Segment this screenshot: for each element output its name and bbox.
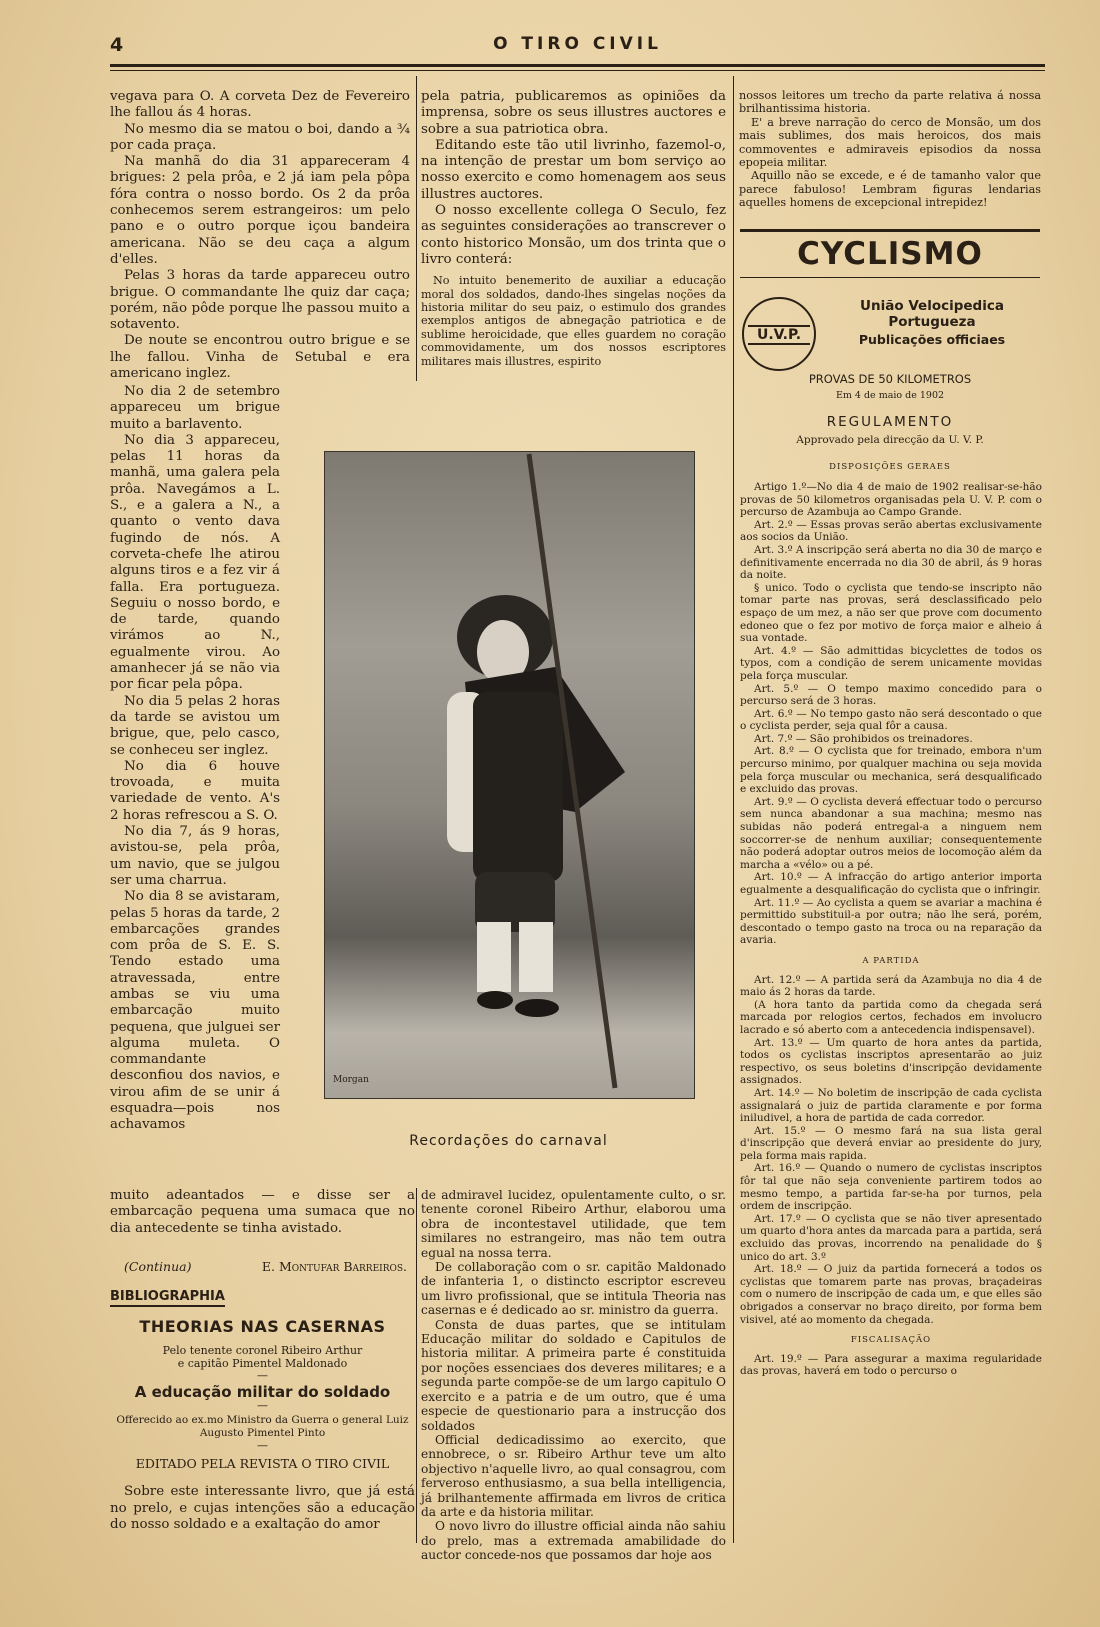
paragraph: No dia 2 de setembro appareceu um brigue muito a barlavento. (110, 384, 280, 432)
column-rule (733, 1188, 734, 1543)
book-title: THEORIAS NAS CASERNAS (139, 1317, 386, 1337)
article: Art. 2.º — Essas provas serão abertas exclusivamente aos socios da União. (740, 518, 1042, 544)
masthead: O TIRO CIVIL (493, 34, 662, 54)
section-rule (740, 277, 1040, 278)
child-figure-illustration (325, 452, 694, 1098)
paragraph: De collaboração com o sr. capitão Maldonado de infanteria 1, o distincto escriptor escreveu um livro profissional, que se intitula Theoria nas casernas e é dedicado ao sr. ministro da guerra. (421, 1260, 726, 1318)
article: Art. 15.º — O mesmo fará na sua lista geral d'inscripção que deverá enviar ao presidente do jury, pela forma mais rapida. (740, 1124, 1042, 1162)
paragraph: No dia 6 houve trovoada, e muita variedade de vento. A's 2 horas refrescou a S. O. (110, 758, 280, 823)
regulamento-title: REGULAMENTO (826, 414, 954, 430)
photo-signature: Morgan (333, 1075, 369, 1085)
article: Art. 17.º — O cyclista que se não tiver apresentado um quarto d'hora antes da marcada para a partida, será excluido das provas, incorrendo na penalidade do § unico do art. 3.º (740, 1212, 1042, 1263)
publications-label: Publicações officiaes (858, 332, 1006, 347)
paragraph: Editando este tão util livrinho, fazemol-o, na intenção de prestar um bom serviço ao nosso exercito e como homenagem aos seus illustres auctores. (421, 137, 726, 202)
middle-column-top (421, 89, 726, 368)
paragraph: Official dedicadissimo ao exercito, que ennobrece, o sr. Ribeiro Arthur teve um alto objectivo n'aquelle livro, ao qual consagrou, com ferveroso enthusiasmo, a sua bella intelligencia, já brilhantemente affirmada em livros de critica da arte e da historia militar. (421, 1432, 726, 1519)
uvp-logo (742, 297, 816, 371)
article: Art. 19.º — Para assegurar a maxima regularidade das provas, haverá em todo o percurso o (740, 1352, 1042, 1378)
org-name: União Velocipedica Portugueza (860, 298, 1004, 330)
article: Art. 10.º — A infracção do artigo anterior importa egualmente a desqualificação do cyclista que o infringir. (740, 871, 1042, 896)
article: Artigo 1.º—No dia 4 de maio de 1902 realisar-se-hão provas de 50 kilometros organisadas pela U. V. P. com o percurso de Azambuja ao Campo Grande. (740, 481, 1042, 519)
paragraph: nossos leitores um trecho da parte relativa á nossa brilhantissima historia. (739, 89, 1041, 116)
book-offered: Offerecido ao ex.mo Ministro da Guerra o general Luiz Augusto Pimentel Pinto (116, 1414, 409, 1440)
column-rule (733, 76, 734, 381)
book-authors-2: e capitão Pimentel Maldonado (177, 1356, 348, 1370)
paragraph: De noute se encontrou outro brigue e se lhe fallou. Vinha de Setubal e era americano inglez. (110, 333, 410, 382)
page-header (110, 34, 1045, 58)
paragraph: Sobre este interessante livro, que já está no prelo, e cujas intenções são a educação do nosso soldado e a exaltação do amor (110, 1484, 415, 1532)
paragraph: pela patria, publicaremos as opiniões da imprensa, sobre os seus illustres auctores e sobre a sua patriotica obra. (421, 89, 726, 137)
photo-caption: Recordações do carnaval (409, 1133, 608, 1149)
article: Art. 5.º — O tempo maximo concedido para o percurso será de 3 horas. (740, 682, 1042, 708)
paragraph: No dia 5 pelas 2 horas da tarde se avistou um brigue, que, pelo casco, se conheceu ser inglez. (110, 693, 280, 758)
article: § unico. Todo o cyclista que tendo-se inscripto não tomar parte nas provas, será desclassificado pelo espaço de um mez, a não ser que prove com documento edoneo que o fez por motivo de força maior e alheio á sua vontade. (740, 581, 1042, 645)
paragraph: Aquillo não se excede, e é de tamanho valor que parece fabuloso! Lembram figuras lendarias aquelles homens de excepcional intrepidez! (739, 169, 1041, 210)
article: Art. 18.º — O juiz da partida fornecerá a todos os cyclistas que tomarem parte nas provas, braçadeiras com o numero de inscripção de cada um, e que elles são obrigados a conservar no braço direito, por forma bem visivel, até ao momento da chegada. (740, 1263, 1042, 1326)
paragraph: No dia 8 se avistaram, pelas 5 horas da tarde, 2 embarcações grandes com prôa de S. E. S. Tendo estado uma atravessada, entre ambas se viu uma embarcação muito pequena, que julguei ser alguma muleta. O commandante desconfiou dos navios, e virou afim de se unir á esquadra—pois nos achavamos (110, 889, 280, 1133)
cyclismo-heading: CYCLISMO (797, 236, 983, 272)
article: Art. 9.º — O cyclista deverá effectuar todo o percurso sem nunca abandonar a sua machina; mesmo nas subidas não poderá entregal-a a ninguem nem soccorrer-se de nenhum auxiliar; consequentemente não poderá adoptar outros meios de locomoção além da marcha a «vélo» ou a pé. (740, 795, 1042, 871)
paragraph: No dia 7, ás 9 horas, avistou-se, pela prôa, um navio, que se julgou ser uma charrua. (110, 824, 280, 888)
paragraph: de admiravel lucidez, opulentamente culto, o sr. tenente coronel Ribeiro Arthur, elaborou uma obra de incontestavel utilidade, que tem similares no estrangeiro, mas não tem outra egual na nossa terra. (421, 1188, 726, 1260)
approved-label: Approvado pela direcção da U. V. P. (796, 434, 984, 446)
article: Art. 14.º — No boletim de inscripção de cada cyclista assignalará o juiz de partida claramente e por forma iniludivel, a hora de partida de cada corredor. (740, 1086, 1042, 1125)
section-rule (740, 229, 1040, 232)
page-number: 4 (110, 34, 124, 56)
paragraph: Pelas 3 horas da tarde appareceu outro brigue. O commandante lhe quiz dar caça; porém, não pôde porque lhe passou muito a sotavento. (110, 268, 410, 333)
left-column-bottom: muito adeantados — e disse ser a embarcação pequena uma sumaca que no dia antecedente se tinha avistado. (Continua) E. Montufar Barreiros. BIBLIOGRAPHIA THEORIAS NAS CASERNAS Pelo tenente coronel Ribeiro Arthur e capitão Pimentel Maldonado — A educação militar do soldado — Offerecido ao ex.mo Ministro da Guerra o general Luiz Augusto Pimentel Pinto — EDITADO PELA REVISTA O TIRO CIVIL Sobre este interessante livro, que já está no prelo, e cujas intenções são a educação do nosso soldado e a exaltação do amor (110, 1188, 415, 1532)
paragraph: No mesmo dia se matou o boi, dando a ¾ por cada praça. (110, 121, 410, 153)
article: Art. 11.º — Ao cyclista a quem se avariar a machina é permittido substituil-a por outra; não lhe será, porém, descontado o tempo gasto na troca ou na reparação da avaria. (740, 896, 1042, 947)
column-rule (416, 76, 417, 381)
left-column-narrow (110, 384, 280, 1134)
paragraph: E' a breve narração do cerco de Monsão, um dos mais sublimes, dos mais heroicos, dos mais commoventes e admiraveis episodios da nossa epopeia militar. (739, 115, 1041, 170)
paragraph: O nosso excellente collega O Seculo, fez as seguintes considerações ao transcrever o conto historico Monsão, um dos trinta que o livro conterá: (421, 203, 726, 267)
left-column-top (110, 89, 410, 382)
article: Art. 6.º — No tempo gasto não será descontado o que o cyclista perder, seja qual fôr a causa. (740, 707, 1042, 733)
signature-row (110, 1259, 415, 1275)
article: Art. 13.º — Um quarto de hora antes da partida, todos os cyclistas inscriptos apresentarão ao juiz respectivo, os seus boletins d'inscripção devidamente assignados. (740, 1036, 1042, 1087)
paragraph: O novo livro do illustre official ainda não sahiu do prelo, mas a extremada amabilidade do auctor concede-nos que possamos dar hoje aos (421, 1519, 726, 1563)
column-rule (733, 381, 734, 1188)
carnival-photo (324, 451, 695, 1099)
article: Art. 12.º — A partida será da Azambuja no dia 4 de maio ás 2 horas da tarde. (740, 973, 1042, 999)
quoted-excerpt (421, 274, 726, 368)
column-rule (416, 1188, 417, 1543)
regulation-articles-part1 (740, 481, 1042, 1378)
paragraph: No intuito benemerito de auxiliar a educação moral dos soldados, dando-lhes singelas noções da historia militar do seu paiz, o estimulo dos grandes exemplos antigos de abnegação patriotica e de sublime heroicidade, que elles guardem no coração commovidamente, um dos nossos escriptores militares mais illustres, espirito (421, 274, 726, 368)
section-heading-bibliographia: BIBLIOGRAPHIA (110, 1289, 225, 1307)
paragraph: muito adeantados — e disse ser a embarcação pequena uma sumaca que no dia antecedente se tinha avistado. (110, 1188, 415, 1236)
partida-label: A PARTIDA (862, 955, 920, 966)
article: Art. 8.º — O cyclista que for treinado, embora n'um percurso minimo, por qualquer machina ou seja movida pela força muscular ou mechanica, será desqualificado e excluido das provas. (740, 745, 1042, 796)
paragraph: Consta de duas partes, que se intitulam Educação militar do soldado e Capitulos de historia militar. A primeira parte é constituida por noções essenciaes dos deveres militares; e a segunda parte compõe-se de um largo capitulo O exercito e a patria e de um outro, que é uma especie de questionario para a instrucção dos soldados (421, 1317, 726, 1433)
author-signature: E. Montufar Barreiros. (261, 1258, 407, 1274)
provas-title: PROVAS DE 50 KILOMETROS (808, 372, 972, 386)
paragraph: Na manhã do dia 31 appareceram 4 brigues: 2 pela prôa, e 2 já iam pela pôpa fóra contra o nosso bordo. Os 2 da prôa conhecemos serem estrangeiros: um pelo pano e o outro porque içou bandeira americana. Não se deu caça a algum d'elles. (110, 154, 410, 267)
provas-date: Em 4 de maio de 1902 (835, 390, 945, 401)
uvp-logo-text: U.V.P. (748, 325, 810, 345)
paragraph: vegava para O. A corveta Dez de Fevereiro lhe fallou ás 4 horas. (110, 89, 410, 121)
right-column-top (739, 89, 1041, 210)
book-edited: EDITADO PELA REVISTA O TIRO CIVIL (135, 1456, 390, 1472)
middle-column-bottom (421, 1188, 726, 1563)
paragraph: No dia 3 appareceu, pelas 11 horas da manhã, uma galera pela prôa. Navegámos a L. S., e a galera a N., a quanto o vento dava fugindo de nós. A corveta-chefe lhe atirou alguns tiros e a fez vir á falla. Era portugueza. Seguiu o nosso bordo, e de tarde, quando virámos ao N., egualmente virou. Ao amanhecer já se não via por ficar pela pôpa. (110, 432, 280, 693)
header-rule-thin (110, 70, 1045, 71)
book-authors-1: Pelo tenente coronel Ribeiro Arthur (162, 1343, 363, 1357)
header-rule (110, 64, 1045, 67)
article: Art. 16.º — Quando o numero de cyclistas inscriptos fôr tal que não seja conveniente partirem todos ao mesmo tempo, a partida far-se-ha por turnos, pela ordem de inscripção. (740, 1162, 1042, 1213)
article: Art. 4.º — São admittidas bicyclettes de todos os typos, com a condição de serem unicamente movidas pela força muscular. (740, 644, 1042, 682)
article: Art. 7.º — São prohibidos os treinadores. (754, 732, 973, 745)
article: (A hora tanto da partida como da chegada será marcada por relogios certos, fechados em involucro lacrado e só aberto com a antecedencia indispensavel). (740, 998, 1042, 1036)
continua-label: (Continua) (124, 1258, 192, 1274)
disposicoes-label: DISPOSIÇÕES GERAES (829, 462, 951, 472)
book-subtitle: A educação militar do soldado (134, 1382, 391, 1401)
article: Art. 3.º A inscripção será aberta no dia 30 de março e definitivamente encerrada no dia 30 de abril, ás 9 horas da noite. (740, 543, 1042, 582)
fiscalisacao-label: FISCALISAÇÃO (850, 1335, 932, 1346)
